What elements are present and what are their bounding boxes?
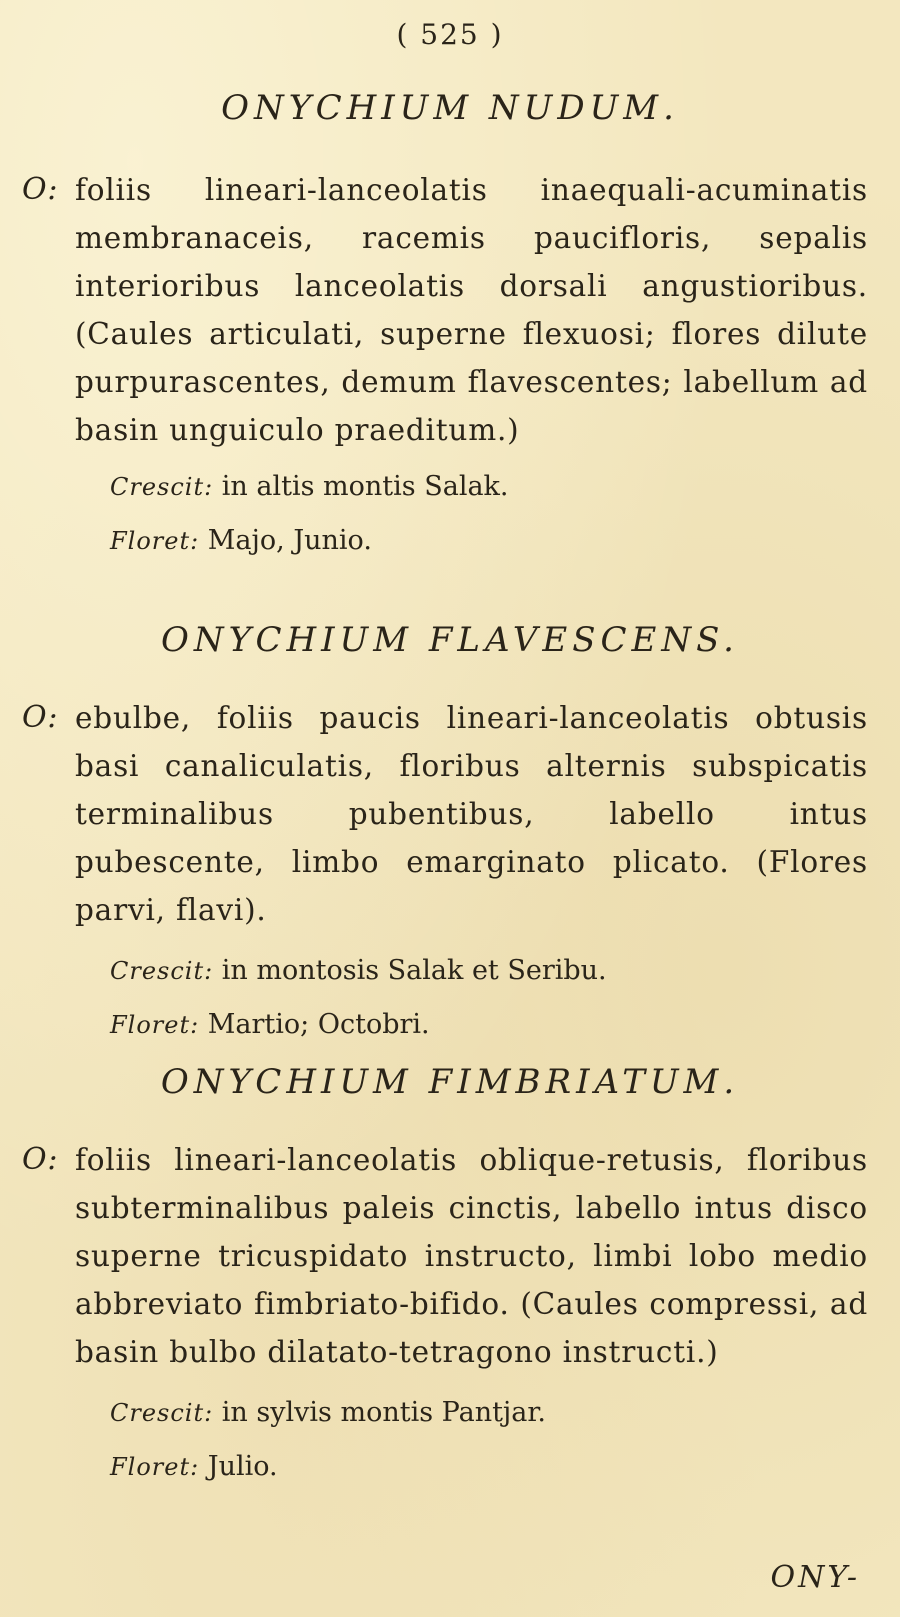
species-description [0,166,900,454]
description-text: ebulbe, foliis paucis lineari-lanceolatis obtusis basi canaliculatis, floribus alternis subspicatis terminalibus pubentibus, labello intus pubescente, limbo emarginato plicato. (Flores parvi, flavi). [75,701,868,927]
floret-value: Majo, Junio. [207,525,372,556]
genus-abbreviation: O: [22,700,59,735]
catchword: ONY- [770,1560,860,1595]
species-description [0,1136,900,1376]
floret-value: Martio; Octobri. [207,1009,430,1040]
crescit-label: Crescit: [110,473,214,501]
species-title: ONYCHIUM FIMBRIATUM. [160,1062,740,1102]
species-title: ONYCHIUM NUDUM. [221,88,679,128]
crescit-value: in montosis Salak et Seribu. [221,955,607,986]
habitat-line [0,944,900,998]
crescit-label: Crescit: [110,1399,214,1427]
crescit-label: Crescit: [110,957,214,985]
floret-label: Floret: [110,527,200,555]
flowering-line [0,1440,900,1494]
floret-label: Floret: [110,1011,200,1039]
flowering-line [0,998,900,1052]
species-description [0,694,900,934]
description-text: foliis lineari-lanceolatis inaequali-acuminatis membranaceis, racemis paucifloris, sepalis interioribus lanceolatis dorsali angustioribus. (Caules articulati, superne flexuosi; flores dilute purpurascentes, demum flavescentes; labellum ad basin unguiculo praeditum.) [75,173,868,447]
floret-value: Julio. [207,1451,278,1482]
genus-abbreviation: O: [22,172,59,207]
species-title: ONYCHIUM FLAVESCENS. [160,620,739,660]
page-number: ( 525 ) [396,18,504,51]
habitat-line [0,1386,900,1440]
species-entry-fimbriatum [0,1062,900,1494]
species-entry-flavescens [0,620,900,1052]
crescit-value: in sylvis montis Pantjar. [221,1397,546,1428]
description-text: foliis lineari-lanceolatis oblique-retusis, floribus subterminalibus paleis cinctis, labello intus disco superne tricuspidato instructo, limbi lobo medio abbreviato fimbriato-bifido. (Caules compressi, ad basin bulbo dilatato-tetragono instructi.) [75,1143,868,1369]
species-entry-nudum [0,88,900,568]
genus-abbreviation: O: [22,1142,59,1177]
habitat-line [0,460,900,514]
crescit-value: in altis montis Salak. [221,471,509,502]
floret-label: Floret: [110,1453,200,1481]
flowering-line [0,514,900,568]
